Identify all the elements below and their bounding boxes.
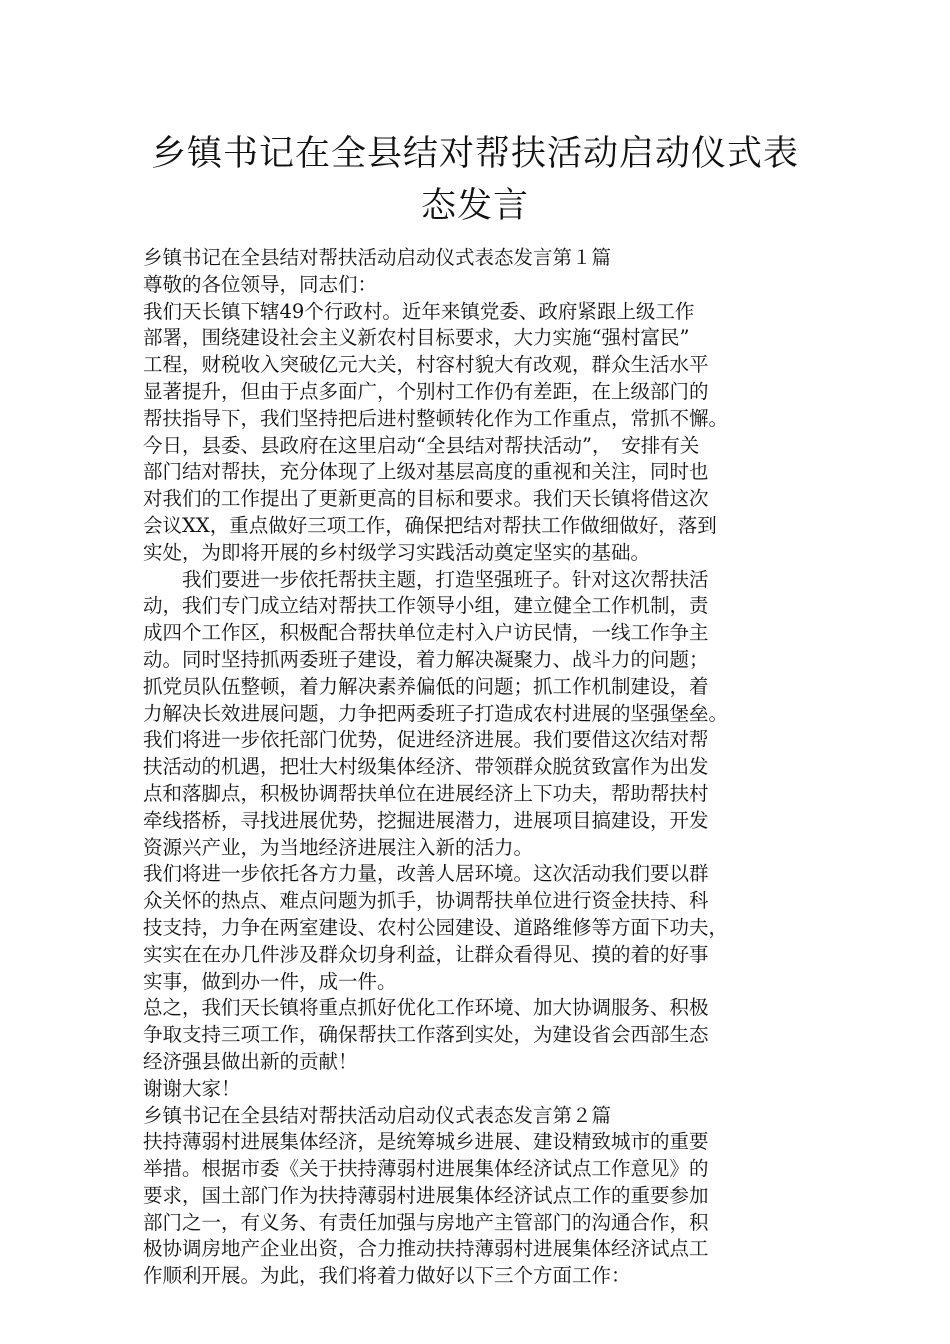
body-line: 对我们的工作提出了更新更高的目标和要求。我们天长镇将借这次 (143, 487, 709, 511)
body-line: 我们将进一步依托部门优势，促进经济进展。我们要借这次结对帮 (143, 728, 709, 752)
body-line: 我们天长镇下辖49个行政村。近年来镇党委、政府紧跟上级工作 (143, 299, 695, 323)
body-line: 众关怀的热点、难点问题为抓手，协调帮扶单位进行资金扶持、科 (143, 889, 709, 913)
body-line: 经济强县做出新的贡献！ (143, 1049, 358, 1073)
body-line: 要求，国土部门作为扶持薄弱村进展集体经济试点工作的重要参加 (143, 1183, 709, 1207)
body-line: 动。同时坚持抓两委班子建设，着力解决凝聚力、战斗力的问题； (143, 647, 709, 671)
body-line: 实处，为即将开展的乡村级学习实践活动奠定坚实的基础。 (143, 540, 651, 564)
body-line: 今日，县委、县政府在这里启动“全县结对帮扶活动”， 安排有关 (143, 433, 700, 457)
body-line: 扶持薄弱村进展集体经济，是统筹城乡进展、建设精致城市的重要 (143, 1130, 709, 1154)
body-line: 部门结对帮扶，充分体现了上级对基层高度的重视和关注，同时也 (143, 460, 709, 484)
body-line: 工程，财税收入突破亿元大关，村容村貌大有改观，群众生活水平 (143, 353, 709, 377)
title-line-2: 态发言 (420, 186, 529, 226)
body-line: 作顺利开展。为此，我们将着力做好以下三个方面工作： (143, 1264, 631, 1288)
body-line: 举措。根据市委《关于扶持薄弱村进展集体经济试点工作意见》的 (143, 1157, 709, 1181)
body-line: 扶活动的机遇，把壮大村级集体经济、带领群众脱贫致富作为出发 (143, 755, 709, 779)
body-line: 部门之一，有义务、有责任加强与房地产主管部门的沟通合作，积 (143, 1210, 709, 1234)
body-line: 抓党员队伍整顿，着力解决素养偏低的问题；抓工作机制建设，着 (143, 674, 709, 698)
document-title (120, 128, 830, 232)
body-line: 我们将进一步依托各方力量，改善人居环境。这次活动我们要以群 (143, 862, 709, 886)
body-line: 实实在在办几件涉及群众切身利益，让群众看得见、摸的着的好事 (143, 942, 709, 966)
body-line: 资源兴产业，为当地经济进展注入新的活力。 (143, 835, 534, 859)
body-line: 帮扶指导下，我们坚持把后进村整顿转化作为工作重点，常抓不懈。 (143, 406, 729, 430)
body-line: 谢谢大家！ (143, 1076, 241, 1100)
body-line: 技支持，力争在两室建设、农村公园建设、道路维修等方面下功夫， (143, 915, 729, 939)
title-line-1: 乡镇书记在全县结对帮扶活动启动仪式表 (150, 134, 799, 174)
body-line: 乡镇书记在全县结对帮扶活动启动仪式表态发言第２篇 (143, 1103, 612, 1127)
body-line: 实事，做到办一件，成一件。 (143, 969, 397, 993)
body-line: 力解决长效进展问题，力争把两委班子打造成农村进展的坚强堡垒。 (143, 701, 729, 725)
body-line: 争取支持三项工作，确保帮扶工作落到实处，为建设省会西部生态 (143, 1023, 709, 1047)
body-line: 乡镇书记在全县结对帮扶活动启动仪式表态发言第１篇 (143, 246, 612, 269)
body-line: 我们要进一步依托帮扶主题，打造坚强班子。针对这次帮扶活 (143, 567, 709, 591)
body-line: 尊敬的各位领导，同志们： (143, 272, 378, 296)
body-line: 点和落脚点，积极协调帮扶单位在进展经济上下功夫，帮助帮扶村 (143, 781, 709, 805)
body-line: 会议XX，重点做好三项工作，确保把结对帮扶工作做细做好，落到 (143, 513, 717, 537)
body-line: 极协调房地产企业出资，合力推动扶持薄弱村进展集体经济试点工 (143, 1237, 709, 1261)
body-line: 成四个工作区，积极配合帮扶单位走村入户访民情，一线工作争主 (143, 621, 709, 645)
body-line: 动，我们专门成立结对帮扶工作领导小组，建立健全工作机制，责 (143, 594, 709, 618)
document-body (143, 245, 823, 1290)
body-line: 部署，围绕建设社会主义新农村目标要求，大力实施“强村富民” (143, 326, 690, 350)
body-line: 牵线搭桥，寻找进展优势，挖掘进展潜力，进展项目搞建设，开发 (143, 808, 709, 832)
body-line: 显著提升，但由于点多面广，个别村工作仍有差距，在上级部门的 (143, 379, 709, 403)
body-line: 总之，我们天长镇将重点抓好优化工作环境、加大协调服务、积极 (143, 996, 709, 1020)
